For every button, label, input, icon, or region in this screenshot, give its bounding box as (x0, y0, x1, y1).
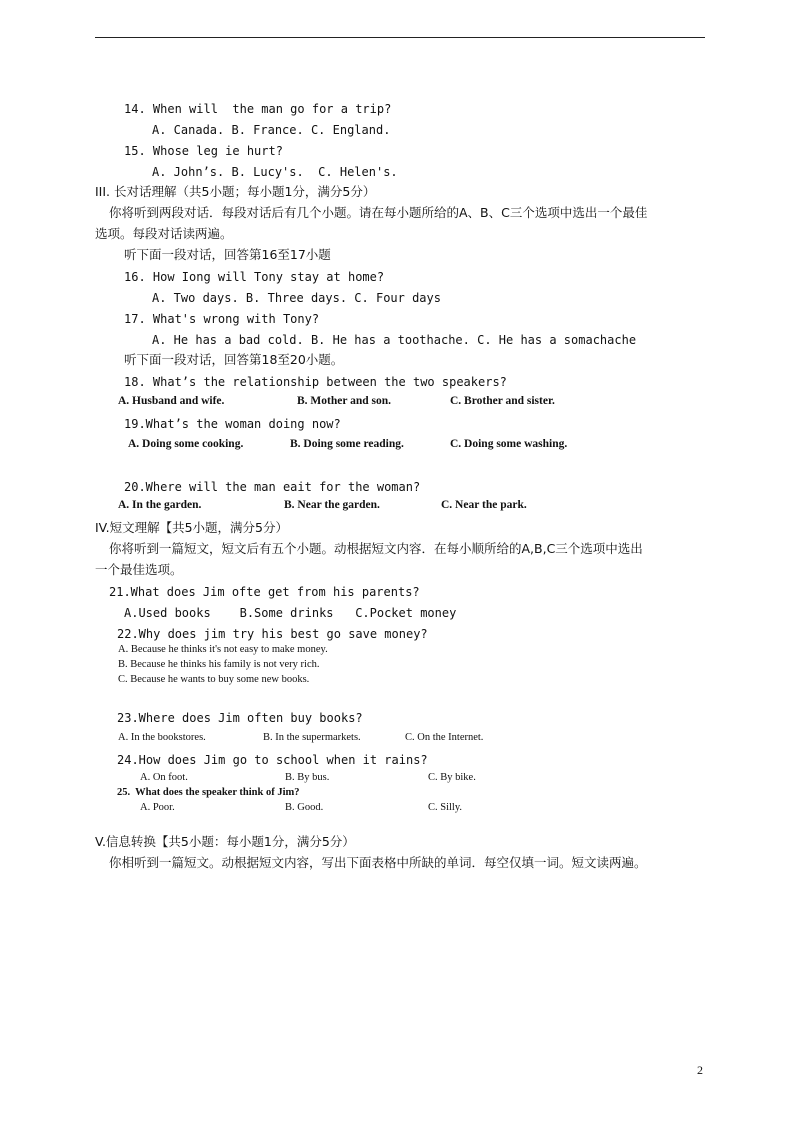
question-22-option-c: C. Because he wants to buy some new books. (118, 674, 310, 685)
question-19-option-b: B. Doing some reading. (290, 438, 404, 450)
question-23-option-a: A. In the bookstores. (118, 732, 206, 743)
question-17-options: A. He has a bad cold. B. He has a toothache. C. He has a somachache (152, 333, 637, 347)
section-v-instructions: 你相听到一篇短文。动根据短文内容，写出下面表格中所缺的单词．每空仅填一词。短文读两遍。 (109, 855, 647, 870)
question-20-option-c: C. Near the park. (441, 499, 527, 511)
question-20: 20.Where will the man eait for the woman? (124, 480, 421, 494)
question-24-option-a: A. On foot. (140, 772, 188, 783)
section-iv-instructions-line-1: 你将听到一篇短文，短文后有五个小题。动根据短文内容．在每小顺所给的A,B,C三个选项中选出 (109, 541, 643, 556)
question-18-option-b: B. Mother and son. (297, 395, 392, 407)
question-20-option-a: A. In the garden. (118, 499, 202, 511)
question-18-option-a: A. Husband and wife. (118, 395, 225, 407)
question-19-option-c: C. Doing some washing. (450, 438, 568, 450)
section-iii-heading: III. 长对话理解（共5小题；每小题1分，满分5分） (95, 184, 376, 199)
question-14-options: A. Canada. B. France. C. England. (152, 123, 391, 137)
page-number: 2 (697, 1063, 703, 1077)
question-15: 15. Whose leg ie hurt? (124, 144, 283, 158)
question-25-option-b: B. Good. (285, 802, 324, 813)
question-14: 14. When will the man go for a trip? (124, 102, 392, 116)
section-iv-heading: IV.短文理解【共5小题，满分5分） (95, 520, 289, 535)
question-24: 24.How does Jim go to school when it rains? (117, 753, 428, 767)
question-23-option-b: B. In the supermarkets. (263, 732, 361, 743)
question-22-option-b: B. Because he thinks his family is not very rich. (118, 659, 320, 670)
question-21-options: A.Used books B.Some drinks C.Pocket money (124, 606, 457, 620)
question-25-option-a: A. Poor. (140, 802, 175, 813)
question-22-option-a: A. Because he thinks it's not easy to make money. (118, 644, 328, 655)
question-16-options: A. Two days. B. Three days. C. Four days (152, 291, 441, 305)
dialogue-1-intro: 听下面一段对话，回答第16至17小题 (124, 247, 331, 262)
question-23-option-c: C. On the Internet. (405, 732, 484, 743)
question-23: 23.Where does Jim often buy books? (117, 711, 363, 725)
question-15-options: A. John’s. B. Lucy's. C. Helen's. (152, 165, 398, 179)
question-18: 18. What’s the relationship between the two speakers? (124, 375, 507, 389)
header-rule (95, 37, 705, 38)
section-iv-instructions-line-2: 一个最佳选项。 (95, 562, 183, 577)
question-19: 19.What’s the woman doing now? (124, 417, 341, 431)
dialogue-2-intro: 听下面一段对话，回答第18至20小题。 (124, 352, 344, 367)
question-17: 17. What's wrong with Tony? (124, 312, 320, 326)
question-22: 22.Why does jim try his best go save money? (117, 627, 428, 641)
question-19-option-a: A. Doing some cooking. (128, 438, 244, 450)
question-25: 25. What does the speaker think of Jim? (117, 787, 300, 798)
question-18-option-c: C. Brother and sister. (450, 395, 555, 407)
question-21: 21.What does Jim ofte get from his parents? (109, 585, 420, 599)
question-24-option-c: C. By bike. (428, 772, 476, 783)
question-20-option-b: B. Near the garden. (284, 499, 380, 511)
question-16: 16. How Iong will Tony stay at home? (124, 270, 385, 284)
section-iii-instructions-line-2: 选项。每段对话读两遍。 (95, 226, 233, 241)
section-iii-instructions-line-1: 你将听到两段对话．每段对话后有几个小题。请在每小题所给的A、B、C三个选项中选出一个最佳 (109, 205, 648, 220)
question-25-option-c: C. Silly. (428, 802, 463, 813)
question-24-option-b: B. By bus. (285, 772, 330, 783)
section-v-heading: V.信息转换【共5小题：每小题1分，满分5分） (95, 834, 355, 849)
